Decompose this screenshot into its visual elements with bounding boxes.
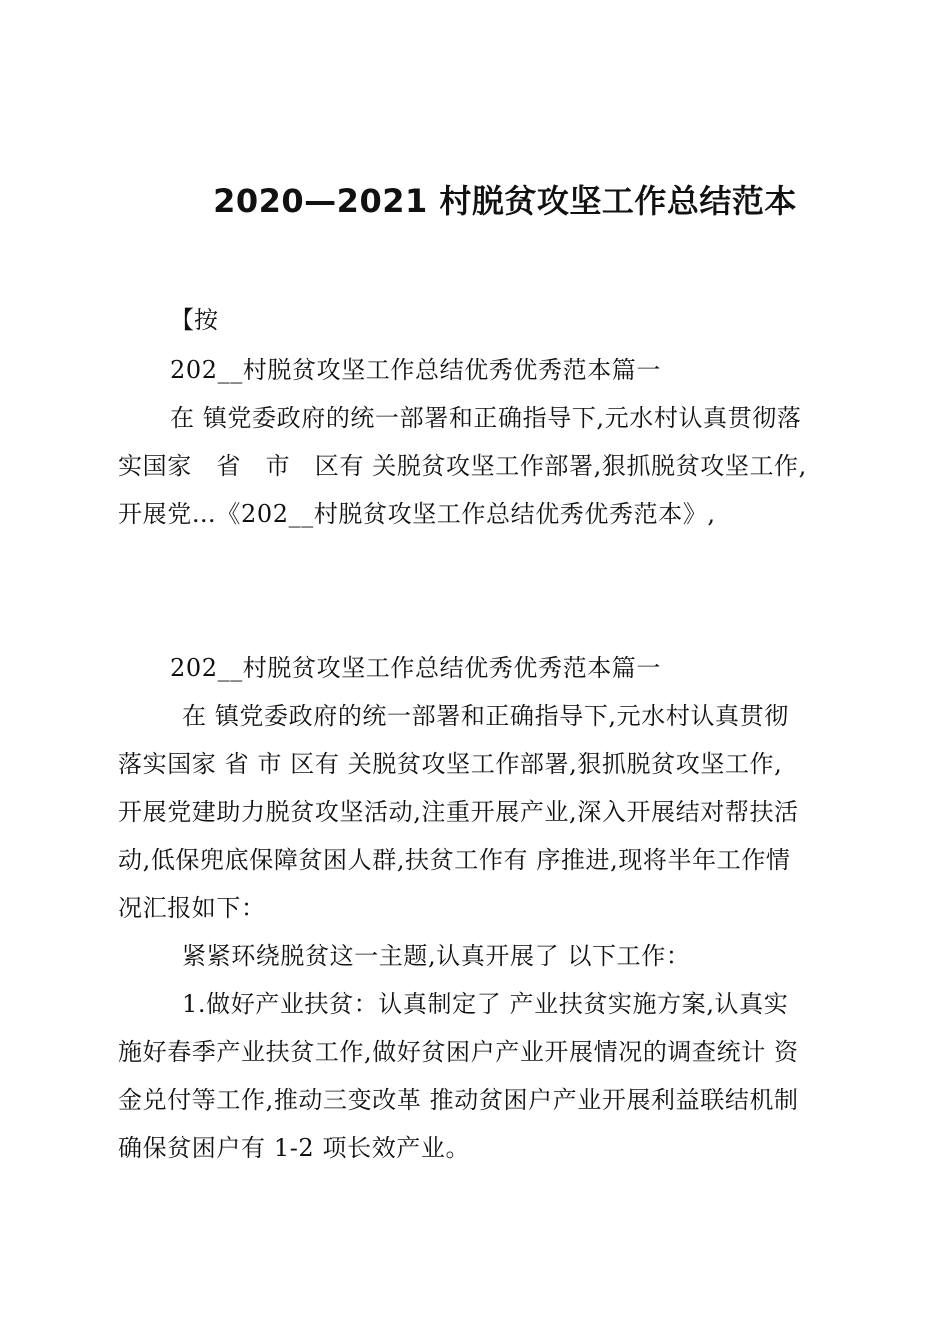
- body-paragraph-line: 确保贫困户有 1-2 项长效产业。: [118, 1134, 471, 1162]
- body-paragraph-line: 金兑付等工作,推动三变改革 推动贫困户产业开展利益联结机制: [118, 1086, 799, 1114]
- body-paragraph-line: 动,低保兜底保障贫困人群,扶贫工作有 序推进,现将半年工作情: [118, 846, 791, 874]
- body-paragraph-line: 1.做好产业扶贫：认真制定了 产业扶贫实施方案,认真实: [182, 990, 789, 1018]
- body-section: [118, 644, 838, 1172]
- summary-line: 在 镇党委政府的统一部署和正确指导下,元水村认真贯彻落: [170, 404, 802, 432]
- body-paragraph-line: 在 镇党委政府的统一部署和正确指导下,元水村认真贯彻: [182, 702, 789, 730]
- summary-section: [118, 346, 838, 538]
- summary-line: 开展党…《202__村脱贫攻坚工作总结优秀优秀范本》,: [118, 500, 716, 528]
- summary-heading: 202__村脱贫攻坚工作总结优秀优秀范本篇一: [170, 356, 662, 384]
- body-paragraph-line: 施好春季产业扶贫工作,做好贫困户产业开展情况的调查统计 资: [118, 1038, 799, 1066]
- body-paragraph-line: 落实国家 省 市 区有 关脱贫攻坚工作部署,狠抓脱贫攻坚工作,: [118, 750, 783, 778]
- body-paragraph-line: 况汇报如下：: [118, 894, 266, 922]
- body-paragraph-line: 紧紧环绕脱贫这一主题,认真开展了 以下工作：: [182, 942, 691, 970]
- body-heading: 202__村脱贫攻坚工作总结优秀优秀范本篇一: [170, 654, 662, 682]
- note-label: 【按: [170, 306, 218, 334]
- body-paragraph-line: 开展党建助力脱贫攻坚活动,注重开展产业,深入开展结对帮扶活: [118, 798, 799, 826]
- summary-line: 实国家 省 市 区有 关脱贫攻坚工作部署,狠抓脱贫攻坚工作,: [118, 452, 807, 480]
- document-title: 2020—2021 村脱贫攻坚工作总结范本: [213, 182, 797, 220]
